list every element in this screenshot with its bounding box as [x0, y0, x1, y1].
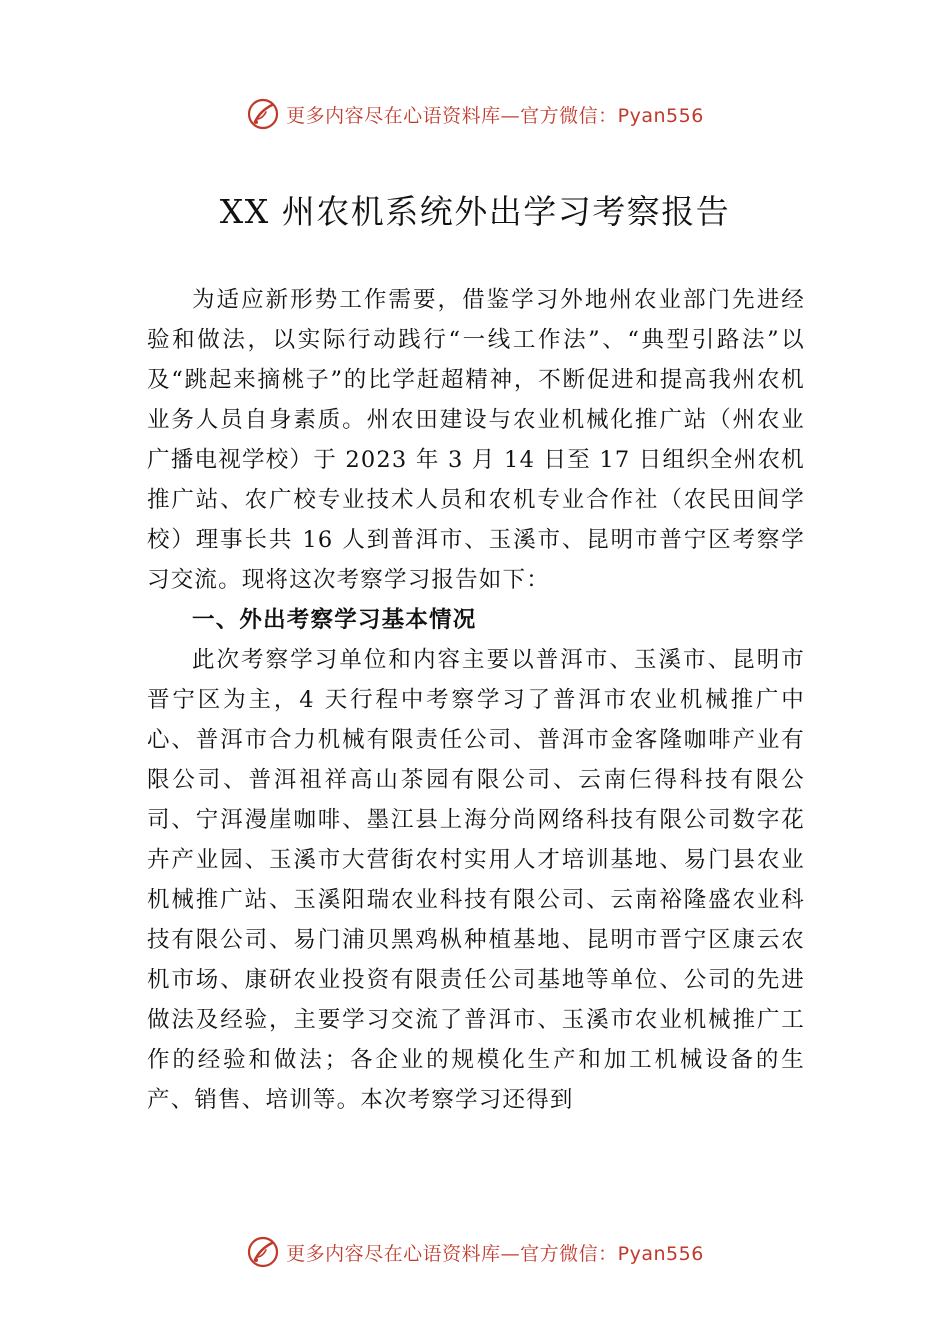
brush-logo-icon [246, 1235, 280, 1269]
document-title: XX 州农机系统外出学习考察报告 [219, 192, 731, 231]
watermark-text [286, 1239, 704, 1266]
document-body [147, 280, 805, 1120]
watermark-text [286, 101, 704, 128]
watermark-label: 更多内容尽在心语资料库—官方微信： [286, 1242, 618, 1265]
brush-logo-icon [246, 97, 280, 131]
section-paragraph: 此次考察学习单位和内容主要以普洱市、玉溪市、昆明市晋宁区为主，4 天行程中考察学习了普洱市农业机械推广中心、普洱市合力机械有限责任公司、普洱市金客隆咖啡产业有限公司、普洱祖祥高山茶园有限公司、云南仨得科技有限公司、宁洱漫崖咖啡、墨江县上海分尚网络科技有限公司数字花卉产业园、玉溪市大营街农村实用人才培训基地、易门县农业机械推广站、玉溪阳瑞农业科技有限公司、云南裕隆盛农业科技有限公司、易门浦贝黑鸡枞种植基地、昆明市晋宁区康云农机市场、康研农业投资有限责任公司基地等单位、公司的先进做法及经验，主要学习交流了普洱市、玉溪市农业机械推广工作的经验和做法；各企业的规模化生产和加工机械设备的生产、销售、培训等。本次考察学习还得到 [147, 647, 805, 1113]
intro-paragraph: 为适应新形势工作需要，借鉴学习外地州农业部门先进经验和做法，以实际行动践行“一线工作法”、“典型引路法”以及“跳起来摘桃子”的比学赶超精神，不断促进和提高我州农机业务人员自身素质。州农田建设与农业机械化推广站（州农业广播电视学校）于 2023 年 3 月 14 日至 17 日组织全州农机推广站、农广校专业技术人员和农机专业合作社（农民田间学校）理事长共 16 人到普洱市、玉溪市、昆明市普宁区考察学习交流。现将这次考察学习报告如下： [147, 287, 805, 593]
watermark-label: 更多内容尽在心语资料库—官方微信： [286, 104, 618, 127]
section-heading: 一、外出考察学习基本情况 [192, 607, 477, 633]
watermark-footer [0, 1232, 950, 1272]
watermark-header [0, 94, 950, 134]
watermark-wechat-id: Pyan556 [617, 104, 704, 127]
watermark-wechat-id: Pyan556 [617, 1242, 704, 1265]
